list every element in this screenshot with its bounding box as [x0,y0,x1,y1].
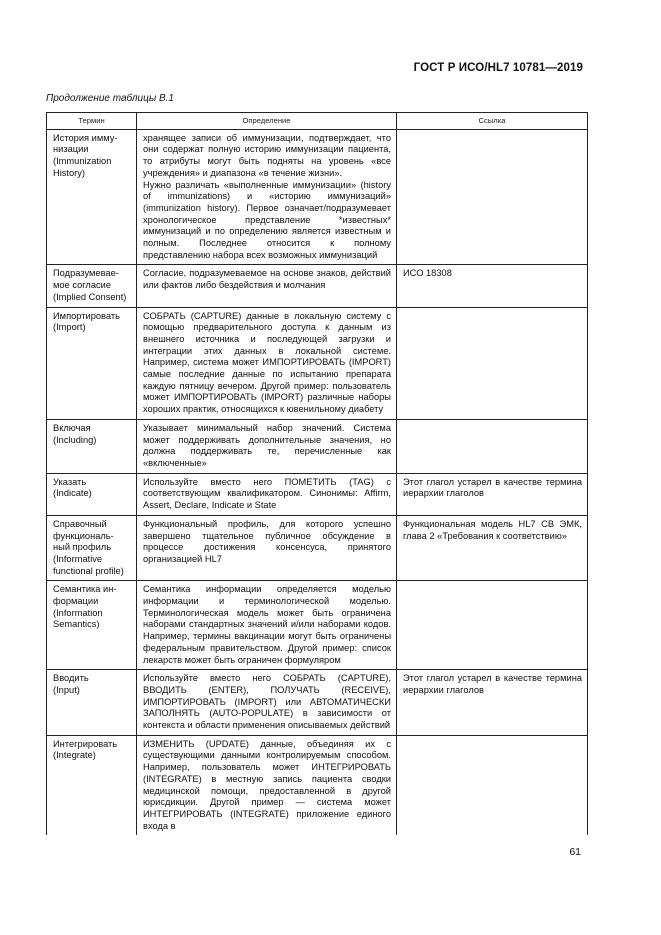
definition-cell-text: Указывает минимальный набор значений. Система может поддерживать дополнительные значения, но должна поддерживать те, перечисленные как «включенные» [143,422,391,468]
column-header-definition: Определение [137,113,397,130]
term-cell-text: функциональ- [53,530,114,541]
reference-cell [397,473,588,515]
term-cell-text: (Integrate) [53,750,96,761]
column-header-reference: Ссылка [397,113,588,130]
term-cell-text: (Immunization [53,156,112,167]
definition-cell-text: Используйте вместо него СОБРАТЬ (CAPTURE), ВВОДИТЬ (ENTER), ПОЛУЧАТЬ (RECEIVE), ИМПОРТИРОВАТЬ (IMPORT) или АВТОМАТИЧЕСКИ ЗАПОЛНЯТЬ (AUTO-POPULATE) в зависимости от контекста и области применения описываемых действий [143,673,391,731]
term-cell-text: (Including) [53,434,97,445]
reference-cell-text: Функциональная модель HL7 СВ ЭМК, глава 2 «Требования к соответствию» [403,518,582,541]
table-row [47,473,588,515]
table-row [47,129,588,265]
term-cell-text: (Implied Consent) [53,291,127,302]
term-cell-text: Semantics) [53,619,100,630]
page-header: ГОСТ Р ИСО/HL7 10781—2019 [413,62,583,74]
term-cell-text: ный профиль [53,542,112,553]
term-cell-text: (Indicate) [53,488,92,499]
term-cell-text: Указать [53,476,87,487]
term-cell-text: Семантика ин- [53,584,117,595]
reference-cell-text: ИСО 18308 [403,268,452,279]
table-row [47,515,588,581]
reference-cell [397,129,588,265]
table-body [47,129,588,835]
term-cell-text: Подразумевае- [53,268,119,279]
term-cell [47,735,137,835]
table-row [47,735,588,835]
term-cell-text: Справочный [53,518,107,529]
reference-cell [397,265,588,307]
term-cell [47,129,137,265]
definition-cell [137,265,397,307]
reference-cell [397,307,588,419]
definition-cell-text: Согласие, подразумеваемое на основе знаков, действий или фактов либо бездействия и молчания [143,268,391,291]
term-cell-text: (Import) [53,322,86,333]
column-header-term: Термин [47,113,137,130]
table-row [47,419,588,473]
term-cell-text: Интегрировать [53,738,118,749]
table-row [47,581,588,670]
definition-cell-text: Функциональный профиль, для которого успешно завершено тщательное публичное обсуждение в процессе достижения консенсуса, принятого организацией HL7 [143,518,391,564]
term-cell-text: functional profile) [53,565,124,576]
reference-cell-text: Этот глагол устарел в качестве термина иерархии глаголов [403,476,582,499]
definition-cell [137,419,397,473]
definition-cell [137,515,397,581]
table-row [47,670,588,736]
reference-cell [397,419,588,473]
definition-cell-text: Семантика информации определяется моделью информации и терминологической моделью. Терминологическая модель может быть ограничена наборами стандартных значений и/или наборами кодов. Например, термины вакцинации могут быть ограничены федеральным правительством. Другой пример: список лекарств может быть ограничен формуляром [143,584,391,665]
term-cell-text: Импортировать [53,310,120,321]
definition-cell [137,473,397,515]
table-row [47,307,588,419]
definition-cell [137,670,397,736]
term-cell [47,419,137,473]
reference-cell [397,515,588,581]
term-cell-text: Включая [53,422,91,433]
table-caption: Продолжение таблицы В.1 [46,93,174,104]
term-cell-text: История имму- [53,132,118,143]
definition-cell-text: Используйте вместо него ПОМЕТИТЬ (TAG) с соответствующим квалификатором. Синонимы: Affirm, Assert, Declare, Indicate и State [143,476,391,511]
term-cell [47,581,137,670]
table-row [47,265,588,307]
term-cell [47,473,137,515]
reference-cell [397,670,588,736]
reference-cell [397,581,588,670]
term-cell-text: мое согласие [53,280,112,291]
term-cell [47,265,137,307]
term-cell-text: формации [53,596,99,607]
term-cell-text: низации [53,144,89,155]
page-number: 61 [569,846,581,858]
definition-cell-text: хранящее записи об иммунизации, подтверждает, что они содержат полную историю иммунизации пациента, то атрибуты могут быть подняты на уровень «все учреждения» и диапазона «в течение жизни». [143,132,391,178]
definition-cell-text: СОБРАТЬ (CAPTURE) данные в локальную систему с помощью предварительного доступа к данным из внешнего источника и последующей загрузки и интеграции этих данных в локальной системе. Например, система может ИМПОРТИРОВАТЬ (IMPORT) самые последние данные по испытанию препарата каждую пятницу вечером. Другой пример: пользователь может ИМПОРТИРОВАТЬ (IMPORT) различные наборы хороших практик, относящихся к ювенильному диабету [143,310,391,415]
term-cell-text: (Input) [53,684,80,695]
reference-cell-text: Этот глагол устарел в качестве термина иерархии глаголов [403,673,582,695]
definition-cell [137,307,397,419]
reference-cell [397,735,588,835]
term-cell [47,670,137,736]
term-cell-text: Вводить [53,673,89,684]
definition-cell [137,129,397,265]
term-cell-text: History) [53,167,86,178]
definition-cell [137,581,397,670]
definition-cell-text: Нужно различать «выполненные иммунизации» (history of immunizations) и «историю иммунизаций» (immunization history). Первое означает/подразумевает хронологическое представление *известных* иммунизаций и по определению является известным и полным. Последнее относится к полному представлению набора всех возможных иммунизаций [143,179,391,260]
definition-cell [137,735,397,835]
table-header-row [47,113,588,130]
definition-cell-text: ИЗМЕНИТЬ (UPDATE) данные, объединяя их с существующими данными контролируемым способом. Например, пользователь может ИНТЕГРИРОВАТЬ (INTEGRATE) в местную запись пациента сводки медицинской помощи, предоставленной в другой юрисдикции. Другой пример — система может ИНТЕГРИРОВАТЬ (INTEGRATE) приложение единого входа в [143,738,391,831]
term-cell-text: (Informative [53,553,103,564]
term-cell [47,307,137,419]
terms-table [46,112,588,835]
term-cell [47,515,137,581]
term-cell-text: (Information [53,607,103,618]
